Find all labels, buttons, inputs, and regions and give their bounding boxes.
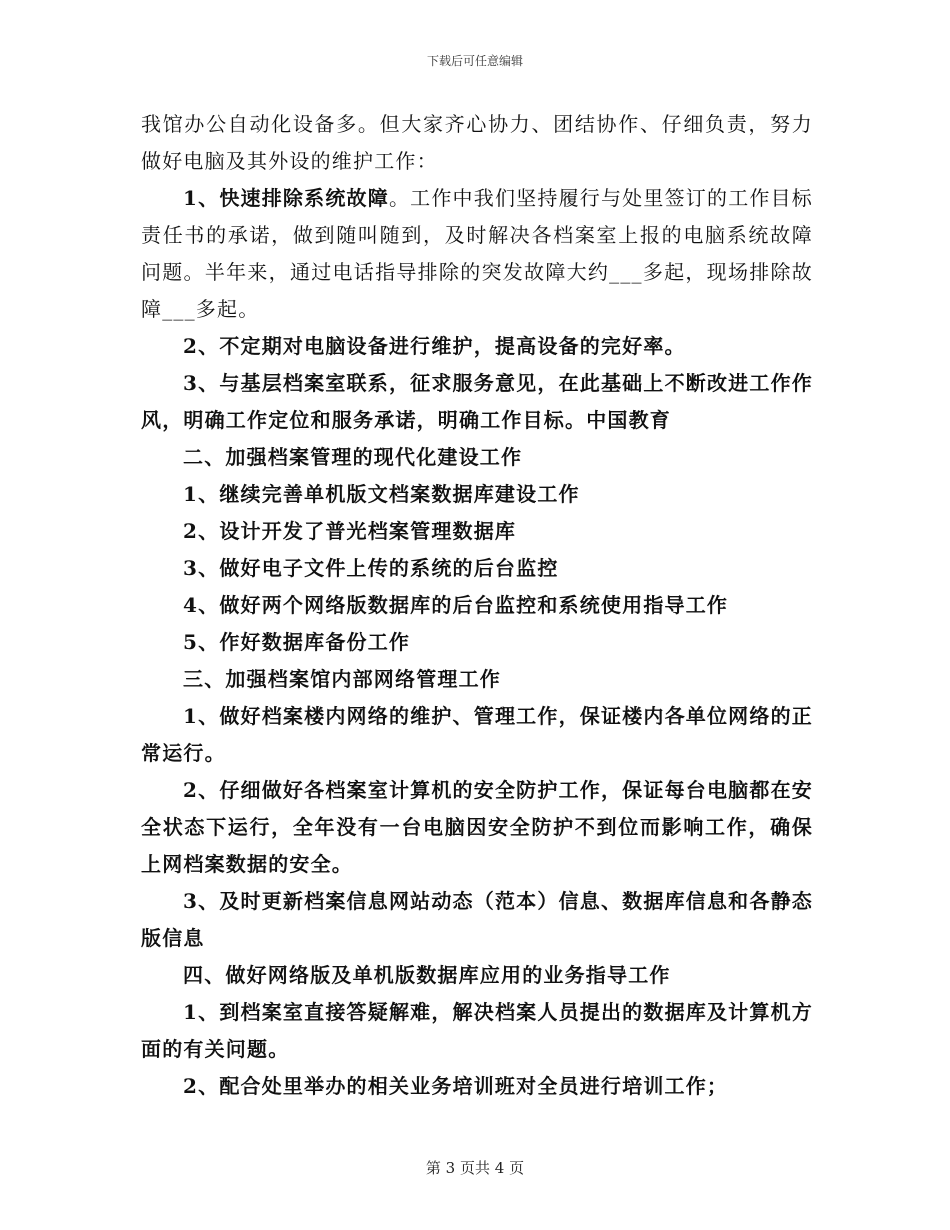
paragraph-maintenance: 2、不定期对电脑设备进行维护，提高设备的完好率。 [183, 334, 686, 358]
paragraph-contact: 3、与基层档案室联系，征求服务意见，在此基础上不断改进工作作风，明确工作定位和服务承诺，明确工作目标。中国教育 [141, 371, 813, 432]
list-item: 5、作好数据库备份工作 [183, 630, 411, 654]
list-item: 1、做好档案楼内网络的维护、管理工作，保证楼内各单位网络的正常运行。 [141, 704, 813, 765]
document-body [141, 106, 813, 1105]
paragraph-fault-removal [141, 180, 813, 328]
list-item: 3、及时更新档案信息网站动态（范本）信息、数据库信息和各静态版信息 [141, 889, 813, 950]
list-item: 1、到档案室直接答疑解难，解决档案人员提出的数据库及计算机方面的有关问题。 [141, 1000, 813, 1061]
list-item: 2、仔细做好各档案室计算机的安全防护工作，保证每台电脑都在安全状态下运行，全年没有一台电脑因安全防护不到位而影响工作，确保上网档案数据的安全。 [141, 778, 813, 876]
section-heading-2: 二、加强档案管理的现代化建设工作 [183, 445, 523, 469]
paragraph-body: 。工作中我们坚持履行与处里签订的工作目标责任书的承诺，做到随叫随到，及时解决各档案室上报的电脑系统故障问题。半年来，通过电话指导排除的突发故障大约___多起，现场排除故障___多起。 [141, 186, 814, 321]
list-item: 2、配合处里举办的相关业务培训班对全员进行培训工作； [183, 1074, 729, 1098]
paragraph-intro: 我馆办公自动化设备多。但大家齐心协力、团结协作、仔细负责，努力做好电脑及其外设的维护工作： [141, 112, 813, 173]
page-header: 下载后可任意编辑 [426, 54, 523, 68]
list-item: 2、设计开发了普光档案管理数据库 [183, 519, 517, 543]
section-heading-3: 三、加强档案馆内部网络管理工作 [183, 667, 501, 691]
list-item: 1、继续完善单机版文档案数据库建设工作 [183, 482, 580, 506]
list-item: 4、做好两个网络版数据库的后台监控和系统使用指导工作 [183, 593, 729, 617]
page-footer: 第 3 页共 4 页 [425, 1159, 525, 1177]
list-item: 3、做好电子文件上传的系统的后台监控 [183, 556, 559, 580]
section-heading-4: 四、做好网络版及单机版数据库应用的业务指导工作 [183, 963, 671, 987]
paragraph-lead-bold: 1、快速排除系统故障 [183, 186, 389, 210]
